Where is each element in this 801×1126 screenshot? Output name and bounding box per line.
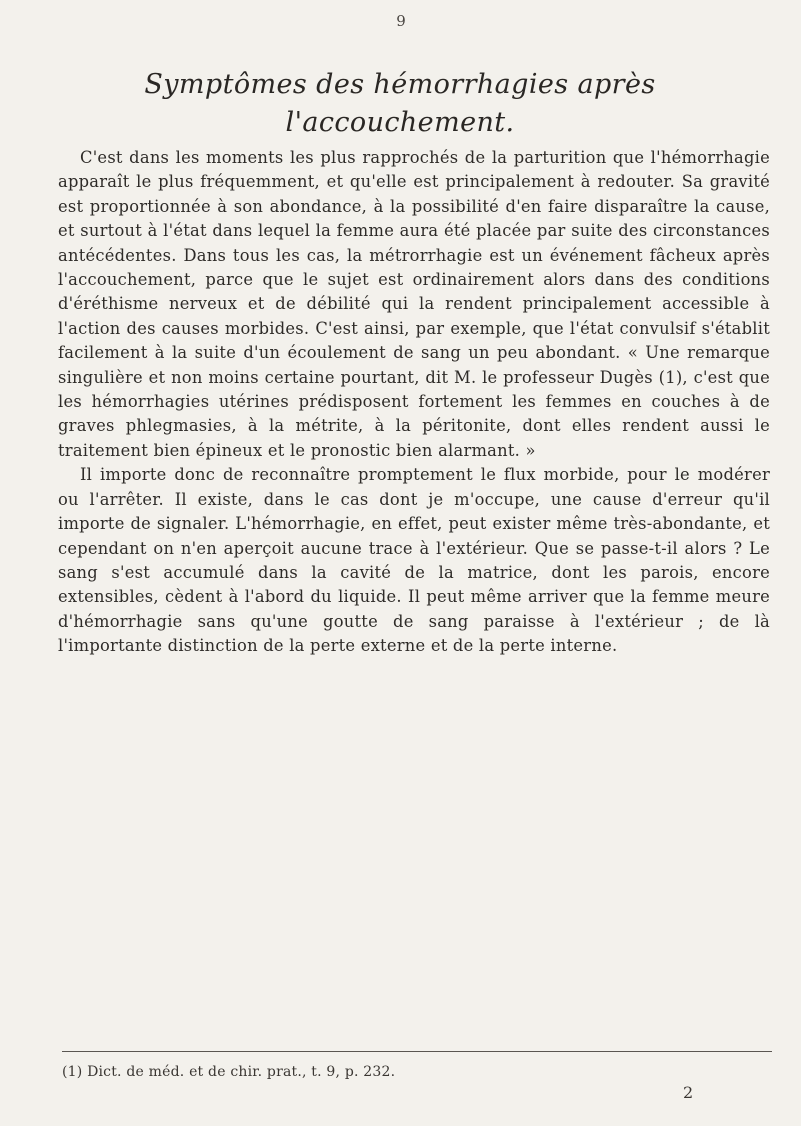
paragraph-2: Il importe donc de reconnaître promptement le flux morbide, pour le modérer ou l'arrêter. Il existe, dans le cas dont je m'occupe, une cause d'erreur qu'il importe de signaler. L'hémorrhagie, en effet, peut exister même très-abondante, et cependant on n'en aperçoit aucune trace à l'extérieur. Que se passe-t-il alors ? Le sang s'est accumulé dans la cavité de la matrice, dont les parois, encore extensibles, cèdent à l'abord du liquide. Il peut même arriver que la femme meure d'hémorrhagie sans qu'une goutte de sang paraisse à l'extérieur ; de là l'importante distinction de la perte externe et de la perte interne. (58, 465, 770, 656)
section-title-line-1: Symptômes des hémorrhagies après (144, 69, 656, 100)
section-title-line-2: l'accouchement. (285, 107, 515, 138)
footnote: (1) Dict. de méd. et de chir. prat., t. 9, p. 232. (62, 1064, 396, 1080)
body-text (58, 146, 770, 659)
footnote-separator (62, 1051, 772, 1052)
section-title (60, 66, 740, 142)
page-number: 9 (396, 12, 406, 30)
signature-mark: 2 (683, 1083, 694, 1102)
paragraph-1: C'est dans les moments les plus rapprochés de la parturition que l'hémorrhagie apparaît le plus fréquemment, et qu'elle est principalement à redouter. Sa gravité est proportionnée à son abondance, à la possibilité d'en faire disparaître la cause, et surtout à l'état dans lequel la femme aura été placée par suite des circonstances antécédentes. Dans tous les cas, la métrorrhagie est un événement fâcheux après l'accouchement, parce que le sujet est ordinairement alors dans des conditions d'éréthisme nerveux et de débilité qui la rendent principalement accessible à l'action des causes morbides. C'est ainsi, par exemple, que l'état convulsif s'établit facilement à la suite d'un écoulement de sang un peu abondant. « Une remarque singulière et non moins certaine pourtant, dit M. le professeur Dugès (1), c'est que les hémorrhagies utérines prédisposent fortement les femmes en couches à de graves phlegmasies, à la métrite, à la péritonite, dont elles rendent aussi le traitement bien épineux et le pronostic bien alarmant. » (58, 148, 770, 460)
